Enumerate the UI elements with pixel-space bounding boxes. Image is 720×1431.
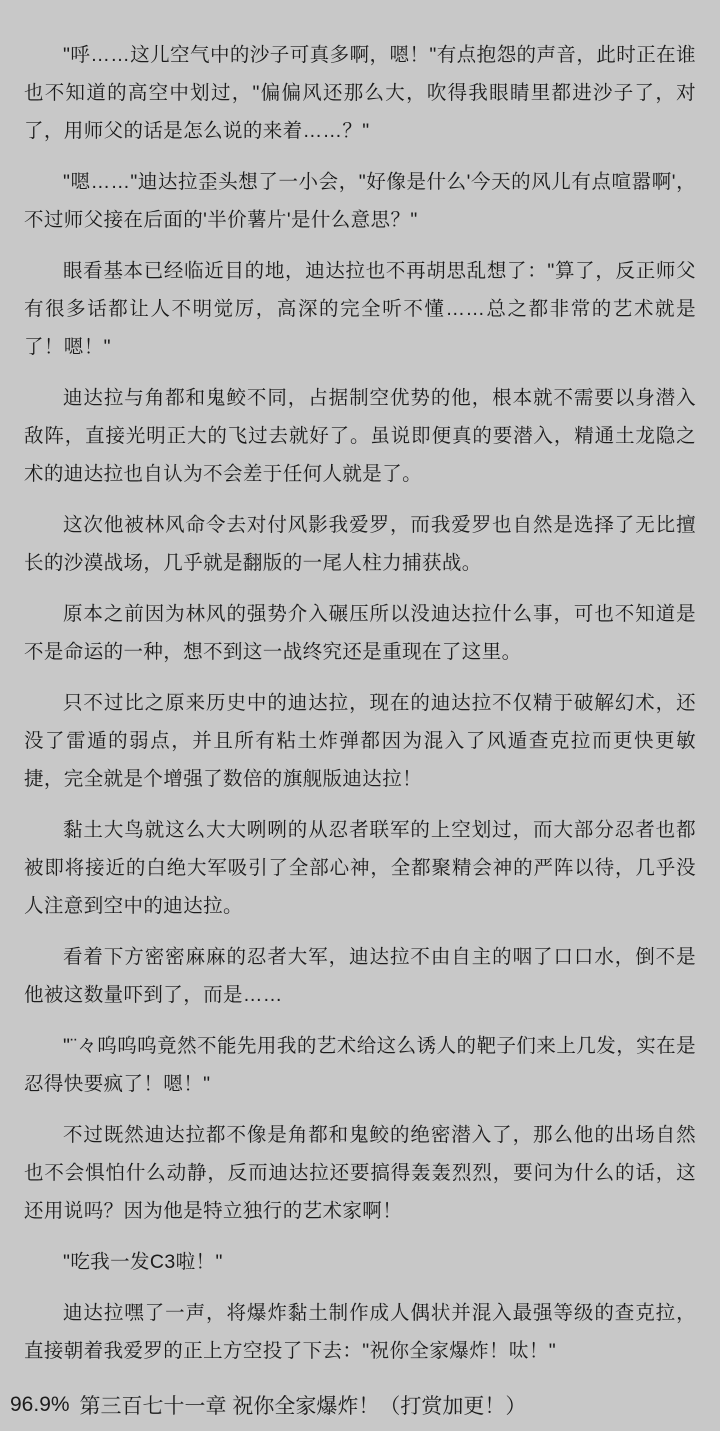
paragraph: 只不过比之原来历史中的迪达拉，现在的迪达拉不仅精于破解幻术，还没了雷遁的弱点，并且所有粘土炸弹都因为混入了风遁查克拉而更快更敏捷，完全就是个增强了数倍的旗舰版迪达拉！ xyxy=(24,692,696,790)
paragraph: 看着下方密密麻麻的忍者大军，迪达拉不由自主的咽了口口水，倒不是他被这数量吓到了，而是…… xyxy=(24,946,696,1006)
paragraph: "吃我一发C3啦！" xyxy=(63,1251,223,1273)
paragraph: 这次他被林风命令去对付风影我爱罗，而我爱罗也自然是选择了无比擅长的沙漠战场，几乎就是翻版的一尾人柱力捕获战。 xyxy=(24,514,696,574)
paragraph: 迪达拉与角都和鬼鲛不同，占据制空优势的他，根本就不需要以身潜入敌阵，直接光明正大的飞过去就好了。虽说即便真的要潜入，精通土龙隐之术的迪达拉也自认为不会差于任何人就是了。 xyxy=(24,387,696,485)
paragraph: 黏土大鸟就这么大大咧咧的从忍者联军的上空划过，而大部分忍者也都被即将接近的白绝大军吸引了全部心神，全都聚精会神的严阵以待，几乎没人注意到空中的迪达拉。 xyxy=(24,819,696,917)
chapter-title: 第三百七十一章 祝你全家爆炸！（打赏加更！） xyxy=(79,1395,527,1418)
paragraph: "¨々呜呜呜竟然不能先用我的艺术给这么诱人的靶子们来上几发，实在是忍得快要疯了！嗯！" xyxy=(24,1035,696,1095)
paragraph: 迪达拉嘿了一声，将爆炸黏土制作成人偶状并混入最强等级的查克拉，直接朝着我爱罗的正上方空投了下去："祝你全家爆炸！呔！" xyxy=(24,1302,696,1362)
paragraph: "呼……这儿空气中的沙子可真多啊，嗯！"有点抱怨的声音，此时正在谁也不知道的高空中划过，"偏偏风还那么大，吹得我眼睛里都进沙子了，对了，用师父的话是怎么说的来着……？" xyxy=(24,44,696,142)
paragraph: "嗯……"迪达拉歪头想了一小会，"好像是什么'今天的风儿有点喧嚣啊'，不过师父接在后面的'半价薯片'是什么意思？" xyxy=(24,171,696,231)
reading-progress: 96.9% xyxy=(10,1393,70,1416)
page-left-margin xyxy=(0,0,14,1280)
paragraph: 原本之前因为林风的强势介入碾压所以没迪达拉什么事，可也不知道是不是命运的一种，想不到这一战终究还是重现在了这里。 xyxy=(24,603,696,663)
paragraph: 眼看基本已经临近目的地，迪达拉也不再胡思乱想了："算了，反正师父有很多话都让人不明觉厉，高深的完全听不懂……总之都非常的艺术就是了！嗯！" xyxy=(24,260,696,358)
reader-status-bar xyxy=(0,1383,720,1431)
paragraph: 不过既然迪达拉都不像是角都和鬼鲛的绝密潜入了，那么他的出场自然也不会惧怕什么动静，反而迪达拉还要搞得轰轰烈烈，要问为什么的话，这还用说吗？因为他是特立独行的艺术家啊！ xyxy=(24,1124,696,1222)
